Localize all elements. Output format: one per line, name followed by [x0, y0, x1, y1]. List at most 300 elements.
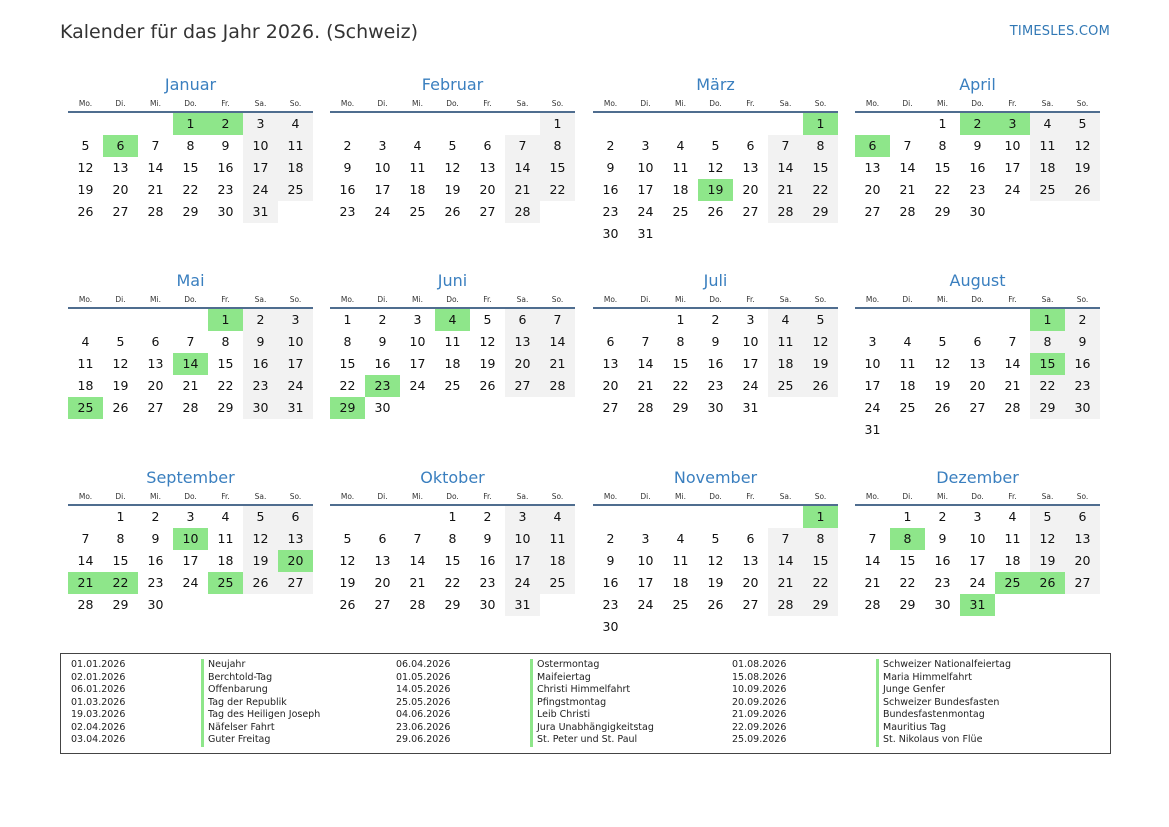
- day-cell: 12: [1030, 528, 1065, 550]
- weekday-label: Di.: [640, 295, 651, 304]
- day-cell: 16: [969, 160, 986, 175]
- legend-holiday-name: Neujahr: [201, 659, 320, 672]
- day-cell: 19: [339, 575, 356, 590]
- week-row: [855, 572, 1100, 594]
- day-cell: 4: [221, 509, 230, 524]
- day-cell: 8: [448, 531, 457, 546]
- day-cell: 12: [707, 160, 724, 175]
- empty-day-cell: [855, 506, 890, 528]
- weekday-label: So.: [289, 492, 302, 501]
- day-cell: 25: [899, 400, 916, 415]
- day-cell: 4: [540, 506, 575, 528]
- day-cell: 8: [803, 135, 838, 157]
- holiday-day-cell: 6: [855, 135, 890, 157]
- day-cell: 4: [676, 138, 685, 153]
- day-cell: 26: [243, 572, 278, 594]
- week-row: [330, 550, 575, 572]
- weekday-label: Do.: [709, 492, 722, 501]
- day-cell: 29: [182, 204, 199, 219]
- day-cell: 31: [278, 397, 313, 419]
- day-cell: 13: [602, 356, 619, 371]
- week-row: [593, 397, 838, 419]
- legend-date: 03.04.2026: [71, 734, 126, 745]
- day-cell: 10: [637, 160, 654, 175]
- weekday-label: So.: [289, 99, 302, 108]
- day-cell: 4: [676, 531, 685, 546]
- empty-day-cell: [768, 113, 803, 135]
- empty-day-cell: [330, 506, 365, 528]
- empty-day-cell: [960, 419, 995, 441]
- day-cell: 9: [606, 160, 615, 175]
- legend-date: 25.05.2026: [396, 696, 451, 708]
- weekday-label: Di.: [115, 99, 126, 108]
- day-cell: 3: [413, 312, 422, 327]
- day-cell: 7: [768, 135, 803, 157]
- day-cell: 28: [1004, 400, 1021, 415]
- day-cell: 21: [505, 179, 540, 201]
- month-3: [593, 74, 838, 245]
- week-row: [330, 375, 575, 397]
- day-cell: 26: [479, 378, 496, 393]
- day-cell: 29: [1030, 397, 1065, 419]
- week-row: [593, 594, 838, 616]
- week-row: [593, 331, 838, 353]
- weekday-label: So.: [1076, 492, 1089, 501]
- legend-date-column: [732, 659, 786, 747]
- day-cell: 7: [1008, 334, 1017, 349]
- empty-day-cell: [243, 594, 278, 616]
- day-cell: 12: [1065, 135, 1100, 157]
- holiday-day-cell: 25: [208, 572, 243, 594]
- day-cell: 22: [182, 182, 199, 197]
- week-row: [855, 113, 1100, 135]
- day-cell: 16: [243, 353, 278, 375]
- month-name: November: [673, 468, 758, 487]
- empty-day-cell: [593, 506, 628, 528]
- empty-day-cell: [925, 419, 960, 441]
- day-cell: 8: [116, 531, 125, 546]
- weekday-label: So.: [551, 492, 564, 501]
- empty-day-cell: [733, 113, 768, 135]
- day-cell: 13: [864, 160, 881, 175]
- holiday-day-cell: 1: [1030, 309, 1065, 331]
- empty-day-cell: [1065, 594, 1100, 616]
- day-cell: 29: [803, 201, 838, 223]
- week-row: [855, 353, 1100, 375]
- day-cell: 17: [1004, 160, 1021, 175]
- empty-day-cell: [1030, 419, 1065, 441]
- weekday-label: Do.: [446, 295, 459, 304]
- holiday-day-cell: 25: [68, 397, 103, 419]
- weekday-label: Di.: [377, 99, 388, 108]
- day-cell: 3: [746, 312, 755, 327]
- empty-day-cell: [890, 113, 925, 135]
- day-cell: 29: [217, 400, 234, 415]
- day-cell: 19: [77, 182, 94, 197]
- day-cell: 4: [1030, 113, 1065, 135]
- empty-day-cell: [1065, 419, 1100, 441]
- day-cell: 22: [803, 572, 838, 594]
- empty-day-cell: [365, 506, 400, 528]
- week-row: [330, 135, 575, 157]
- weekday-label: So.: [551, 295, 564, 304]
- empty-day-cell: [103, 113, 138, 135]
- day-cell: 14: [637, 356, 654, 371]
- day-cell: 30: [374, 400, 391, 415]
- day-cell: 22: [339, 378, 356, 393]
- week-row: [855, 179, 1100, 201]
- day-cell: 28: [147, 204, 164, 219]
- week-row: [68, 506, 313, 528]
- month-8: [855, 270, 1100, 441]
- day-cell: 14: [147, 160, 164, 175]
- week-row: [68, 550, 313, 572]
- day-cell: 3: [243, 113, 278, 135]
- day-cell: 6: [505, 309, 540, 331]
- weekday-label: Do.: [446, 99, 459, 108]
- week-row: [855, 157, 1100, 179]
- legend-holiday-name: Jura Unabhängigkeitstag: [530, 722, 654, 735]
- day-cell: 8: [540, 135, 575, 157]
- day-cell: 13: [505, 331, 540, 353]
- day-cell: 12: [243, 528, 278, 550]
- day-cell: 6: [278, 506, 313, 528]
- weekday-label: So.: [814, 99, 827, 108]
- week-row: [855, 594, 1100, 616]
- weekday-label: Mi.: [412, 492, 423, 501]
- weekday-label: Mi.: [937, 99, 948, 108]
- day-cell: 29: [672, 400, 689, 415]
- empty-day-cell: [855, 309, 890, 331]
- day-cell: 14: [864, 553, 881, 568]
- day-cell: 15: [540, 157, 575, 179]
- day-cell: 8: [938, 138, 947, 153]
- day-cell: 23: [934, 575, 951, 590]
- week-row: [68, 528, 313, 550]
- day-cell: 22: [934, 182, 951, 197]
- day-cell: 23: [707, 378, 724, 393]
- legend-name-column: [530, 659, 654, 747]
- day-cell: 8: [221, 334, 230, 349]
- holiday-day-cell: 19: [698, 179, 733, 201]
- day-cell: 5: [116, 334, 125, 349]
- weekday-label: Fr.: [1008, 295, 1017, 304]
- day-cell: 9: [711, 334, 720, 349]
- weekday-label: Fr.: [483, 295, 492, 304]
- day-cell: 19: [243, 550, 278, 572]
- day-cell: 5: [803, 309, 838, 331]
- week-row: [68, 309, 313, 331]
- month-1: [68, 74, 313, 223]
- day-cell: 9: [343, 160, 352, 175]
- week-row: [330, 506, 575, 528]
- week-row: [68, 201, 313, 223]
- day-cell: 9: [378, 334, 387, 349]
- day-cell: 24: [864, 400, 881, 415]
- week-row: [855, 419, 1100, 441]
- weekday-label: Do.: [971, 295, 984, 304]
- day-cell: 14: [505, 157, 540, 179]
- legend-holiday-name: Maria Himmelfahrt: [876, 672, 1011, 685]
- day-cell: 2: [483, 509, 492, 524]
- day-cell: 18: [768, 353, 803, 375]
- day-cell: 29: [112, 597, 129, 612]
- weekday-label: Sa.: [516, 492, 529, 501]
- weekday-label: Fr.: [746, 492, 755, 501]
- day-cell: 3: [641, 138, 650, 153]
- day-cell: 16: [147, 553, 164, 568]
- day-cell: 4: [903, 334, 912, 349]
- weekday-label: Sa.: [1041, 99, 1054, 108]
- day-cell: 2: [606, 138, 615, 153]
- day-cell: 9: [151, 531, 160, 546]
- legend-name-column: [876, 659, 1011, 747]
- day-cell: 5: [711, 531, 720, 546]
- holiday-day-cell: 2: [960, 113, 995, 135]
- day-cell: 6: [151, 334, 160, 349]
- day-cell: 15: [339, 356, 356, 371]
- day-cell: 21: [540, 353, 575, 375]
- legend-holiday-name: Näfelser Fahrt: [201, 722, 320, 735]
- holiday-day-cell: 1: [208, 309, 243, 331]
- weekday-label: Mi.: [675, 492, 686, 501]
- weekday-label: Sa.: [779, 295, 792, 304]
- week-row: [855, 528, 1100, 550]
- legend-date: 02.01.2026: [71, 671, 126, 683]
- legend-holiday-name: Maifeiertag: [530, 672, 654, 685]
- weekday-label: Sa.: [516, 295, 529, 304]
- empty-day-cell: [803, 616, 838, 638]
- day-cell: 8: [186, 138, 195, 153]
- empty-day-cell: [365, 113, 400, 135]
- day-cell: 14: [409, 553, 426, 568]
- day-cell: 5: [1065, 113, 1100, 135]
- day-cell: 7: [413, 531, 422, 546]
- day-cell: 5: [483, 312, 492, 327]
- legend-holiday-name: Berchtold-Tag: [201, 672, 320, 685]
- weekday-label: Mi.: [150, 99, 161, 108]
- day-cell: 10: [243, 135, 278, 157]
- week-row: [593, 550, 838, 572]
- day-cell: 2: [151, 509, 160, 524]
- week-row: [855, 331, 1100, 353]
- day-cell: 10: [409, 334, 426, 349]
- day-cell: 2: [711, 312, 720, 327]
- empty-day-cell: [768, 397, 803, 419]
- weekday-header: [68, 97, 313, 113]
- day-cell: 21: [768, 572, 803, 594]
- day-cell: 7: [903, 138, 912, 153]
- week-row: [593, 572, 838, 594]
- week-row: [330, 594, 575, 616]
- legend-name-column: [201, 659, 320, 747]
- week-row: [593, 506, 838, 528]
- day-cell: 10: [505, 528, 540, 550]
- day-cell: 28: [637, 400, 654, 415]
- day-cell: 25: [768, 375, 803, 397]
- day-cell: 4: [768, 309, 803, 331]
- legend-holiday-name: Pfingstmontag: [530, 697, 654, 710]
- empty-day-cell: [540, 201, 575, 223]
- legend-date: 21.09.2026: [732, 709, 787, 720]
- weekday-label: Di.: [902, 492, 913, 501]
- weekday-label: Mo.: [603, 295, 618, 304]
- week-row: [593, 201, 838, 223]
- week-row: [330, 397, 575, 419]
- month-2: [330, 74, 575, 223]
- day-cell: 15: [899, 553, 916, 568]
- empty-day-cell: [330, 113, 365, 135]
- day-cell: 7: [868, 531, 877, 546]
- day-cell: 28: [540, 375, 575, 397]
- day-cell: 13: [147, 356, 164, 371]
- day-cell: 21: [899, 182, 916, 197]
- weekday-label: So.: [551, 99, 564, 108]
- day-cell: 23: [217, 182, 234, 197]
- day-cell: 28: [768, 594, 803, 616]
- day-cell: 15: [217, 356, 234, 371]
- day-cell: 5: [343, 531, 352, 546]
- day-cell: 24: [637, 597, 654, 612]
- holiday-day-cell: 22: [103, 572, 138, 594]
- weekday-label: Mi.: [675, 295, 686, 304]
- site-link[interactable]: TIMESLES.COM: [1009, 24, 1110, 39]
- weekday-label: Mi.: [412, 295, 423, 304]
- day-cell: 14: [899, 160, 916, 175]
- weekday-label: Mo.: [865, 492, 880, 501]
- empty-day-cell: [505, 397, 540, 419]
- day-cell: 18: [672, 182, 689, 197]
- day-cell: 26: [444, 204, 461, 219]
- empty-day-cell: [925, 309, 960, 331]
- week-row: [593, 223, 838, 245]
- holiday-day-cell: 8: [890, 528, 925, 550]
- legend-date: 20.09.2026: [732, 696, 787, 708]
- day-cell: 27: [742, 204, 759, 219]
- holiday-day-cell: 6: [103, 135, 138, 157]
- legend-date: 04.06.2026: [396, 709, 451, 720]
- day-cell: 24: [1004, 182, 1021, 197]
- day-cell: 21: [768, 179, 803, 201]
- weekday-label: Sa.: [516, 99, 529, 108]
- weekday-label: Mo.: [340, 492, 355, 501]
- day-cell: 26: [934, 400, 951, 415]
- day-cell: 28: [864, 597, 881, 612]
- day-cell: 13: [969, 356, 986, 371]
- empty-day-cell: [803, 223, 838, 245]
- weekday-label: Di.: [115, 492, 126, 501]
- legend-date: 01.01.2026: [71, 659, 126, 670]
- day-cell: 7: [81, 531, 90, 546]
- empty-day-cell: [995, 201, 1030, 223]
- empty-day-cell: [628, 506, 663, 528]
- day-cell: 7: [540, 309, 575, 331]
- day-cell: 28: [409, 597, 426, 612]
- holiday-day-cell: 1: [803, 113, 838, 135]
- week-row: [593, 113, 838, 135]
- day-cell: 4: [278, 113, 313, 135]
- day-cell: 16: [602, 182, 619, 197]
- day-cell: 8: [803, 528, 838, 550]
- day-cell: 15: [444, 553, 461, 568]
- empty-day-cell: [593, 113, 628, 135]
- legend-holiday-name: Tag der Republik: [201, 697, 320, 710]
- weekday-label: Do.: [971, 99, 984, 108]
- day-cell: 1: [116, 509, 125, 524]
- day-cell: 2: [606, 531, 615, 546]
- empty-day-cell: [698, 616, 733, 638]
- day-cell: 4: [413, 138, 422, 153]
- day-cell: 1: [938, 116, 947, 131]
- day-cell: 8: [343, 334, 352, 349]
- legend-holiday-name: Guter Freitag: [201, 734, 320, 747]
- day-cell: 14: [540, 331, 575, 353]
- weekday-label: So.: [1076, 295, 1089, 304]
- day-cell: 6: [746, 531, 755, 546]
- empty-day-cell: [960, 309, 995, 331]
- day-cell: 17: [374, 182, 391, 197]
- empty-day-cell: [400, 397, 435, 419]
- day-cell: 10: [637, 553, 654, 568]
- weekday-label: Mo.: [340, 99, 355, 108]
- day-cell: 18: [540, 550, 575, 572]
- day-cell: 18: [1004, 553, 1021, 568]
- day-cell: 15: [672, 356, 689, 371]
- day-cell: 5: [81, 138, 90, 153]
- empty-day-cell: [68, 309, 103, 331]
- weekday-label: Sa.: [1041, 492, 1054, 501]
- weekday-label: Di.: [377, 492, 388, 501]
- legend-date: 29.06.2026: [396, 734, 451, 745]
- week-row: [593, 528, 838, 550]
- month-name: April: [959, 75, 996, 94]
- week-row: [330, 113, 575, 135]
- weekday-label: Do.: [971, 492, 984, 501]
- day-cell: 12: [444, 160, 461, 175]
- day-cell: 11: [409, 160, 426, 175]
- day-cell: 21: [182, 378, 199, 393]
- weekday-label: Sa.: [254, 492, 267, 501]
- day-cell: 1: [903, 509, 912, 524]
- day-cell: 6: [973, 334, 982, 349]
- day-cell: 6: [1065, 506, 1100, 528]
- empty-day-cell: [1030, 594, 1065, 616]
- weekday-label: Do.: [709, 99, 722, 108]
- day-cell: 15: [112, 553, 129, 568]
- week-row: [855, 201, 1100, 223]
- day-cell: 22: [540, 179, 575, 201]
- day-cell: 19: [444, 182, 461, 197]
- empty-day-cell: [208, 594, 243, 616]
- day-cell: 2: [343, 138, 352, 153]
- week-row: [68, 179, 313, 201]
- empty-day-cell: [663, 506, 698, 528]
- month-9: [68, 467, 313, 616]
- day-cell: 9: [243, 331, 278, 353]
- week-row: [68, 157, 313, 179]
- day-cell: 31: [864, 422, 881, 437]
- weekday-label: So.: [814, 295, 827, 304]
- week-row: [855, 397, 1100, 419]
- day-cell: 23: [243, 375, 278, 397]
- empty-day-cell: [103, 309, 138, 331]
- day-cell: 11: [672, 160, 689, 175]
- week-row: [68, 113, 313, 135]
- day-cell: 17: [182, 553, 199, 568]
- day-cell: 29: [934, 204, 951, 219]
- weekday-label: Mo.: [865, 295, 880, 304]
- weekday-header: [855, 293, 1100, 309]
